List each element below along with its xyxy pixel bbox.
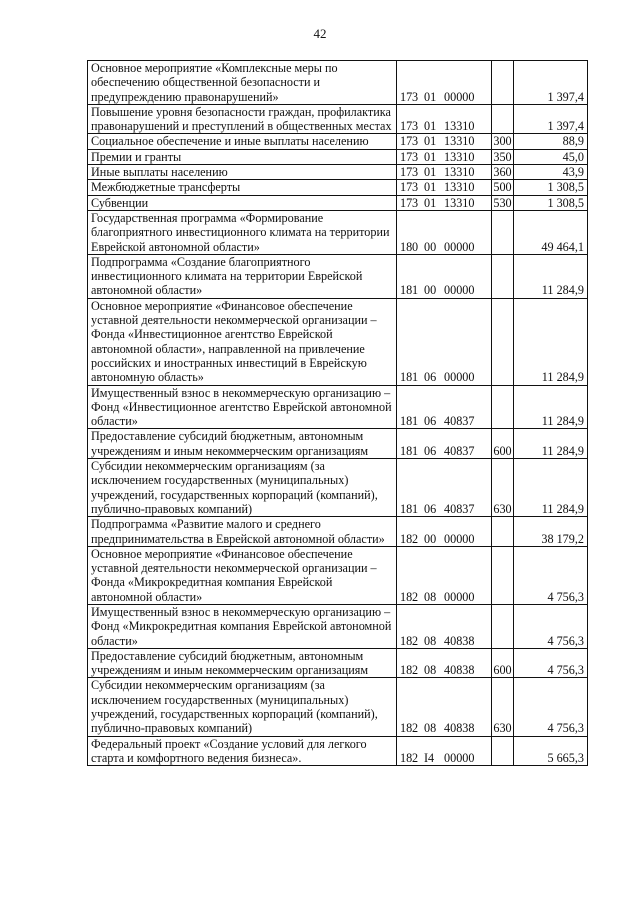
row-code-cell — [397, 459, 492, 517]
row-amount-cell: 4 756,3 — [514, 678, 588, 736]
code-segment: 18 — [400, 239, 413, 254]
row-expense-type-cell: 530 — [493, 195, 512, 210]
row-amount-cell: 11 284,9 — [514, 429, 588, 459]
row-code-cell — [397, 604, 492, 648]
budget-table — [87, 60, 588, 766]
code-segment: 00 — [424, 239, 437, 254]
table-row — [88, 149, 588, 164]
row-amount-cell: 11 284,9 — [514, 254, 588, 298]
row-amount-cell: 4 756,3 — [514, 604, 588, 648]
row-name-cell: Повышение уровня безопасности граждан, профилактика правонарушений и преступлений в общественных местах — [88, 104, 397, 134]
code-segment: 1 — [412, 370, 419, 385]
code-segment: 13310 — [444, 180, 475, 195]
row-expense-type-cell — [492, 546, 514, 604]
row-amount-cell: 1 397,4 — [514, 61, 588, 105]
code-segment: 40837 — [444, 501, 475, 516]
code-segment: 3 — [412, 119, 419, 134]
row-expense-type-cell — [492, 385, 514, 429]
row-name-cell: Социальное обеспечение и иные выплаты населению — [88, 134, 397, 149]
code-segment: 2 — [412, 531, 419, 546]
row-amount-cell: 1 308,5 — [514, 180, 588, 195]
code-segment: 00000 — [444, 531, 475, 546]
row-name-cell: Предоставление субсидий бюджетным, автономным учреждениям и иным некоммерческим организациям — [88, 648, 397, 678]
code-segment: 08 — [424, 721, 437, 736]
code-segment: 17 — [400, 165, 413, 180]
code-segment: 00000 — [444, 239, 475, 254]
row-code-cell — [397, 210, 492, 254]
row-name-cell: Основное мероприятие «Финансовое обеспечение уставной деятельности некоммерческой организации – Фонда «Микрокредитная компания Еврейской автономной области» — [88, 546, 397, 604]
row-code-cell — [397, 134, 492, 149]
row-code-cell — [397, 165, 492, 180]
table-row — [88, 298, 588, 385]
code-segment: 00000 — [444, 370, 475, 385]
code-segment: 01 — [424, 89, 437, 104]
code-segment: 2 — [412, 721, 419, 736]
table-row — [88, 385, 588, 429]
code-segment: 00000 — [444, 89, 475, 104]
code-segment: 17 — [400, 119, 413, 134]
row-amount-cell: 11 284,9 — [514, 459, 588, 517]
code-segment: 18 — [400, 750, 413, 765]
row-name-cell: Государственная программа «Формирование благоприятного инвестиционного климата на территории Еврейской автономной области» — [88, 210, 397, 254]
page-number: 42 — [313, 26, 327, 41]
code-segment: 06 — [424, 414, 437, 429]
row-expense-type-cell — [492, 298, 514, 385]
code-segment: 17 — [400, 180, 413, 195]
row-amount-cell: 49 464,1 — [514, 210, 588, 254]
row-name-cell: Субвенции — [88, 195, 397, 210]
row-code-cell — [397, 429, 492, 459]
code-segment: 06 — [424, 443, 437, 458]
row-name-cell: Федеральный проект «Создание условий для легкого старта и комфортного ведения бизнеса». — [88, 736, 397, 766]
row-amount-cell: 4 756,3 — [514, 546, 588, 604]
code-segment: 01 — [424, 149, 437, 164]
row-expense-type-cell — [492, 61, 514, 105]
code-segment: 13310 — [444, 149, 475, 164]
code-segment: I4 — [424, 750, 435, 765]
row-name-cell: Иные выплаты населению — [88, 165, 397, 180]
code-segment: 1 — [412, 414, 419, 429]
row-name-cell: Премии и гранты — [88, 149, 397, 164]
code-segment: 2 — [412, 663, 419, 678]
row-expense-type-cell: 600 — [492, 429, 514, 459]
code-segment: 01 — [424, 134, 437, 149]
table-row — [88, 736, 588, 766]
code-segment: 17 — [400, 89, 413, 104]
code-segment: 18 — [400, 721, 413, 736]
table-row — [88, 61, 588, 105]
row-code-cell — [397, 195, 492, 210]
row-name-cell: Имущественный взнос в некоммерческую организацию – Фонд «Инвестиционное агентство Еврейской автономной области» — [88, 385, 397, 429]
code-segment: 13310 — [444, 119, 475, 134]
row-code-cell — [397, 298, 492, 385]
code-segment: 18 — [400, 531, 413, 546]
row-amount-cell: 43,9 — [514, 165, 588, 180]
code-segment: 18 — [400, 663, 413, 678]
row-expense-type-cell: 350 — [493, 149, 512, 164]
row-code-cell — [397, 517, 492, 547]
code-segment: 40837 — [444, 414, 475, 429]
row-expense-type-cell — [492, 210, 514, 254]
code-segment: 0 — [412, 239, 419, 254]
code-segment: 08 — [424, 589, 437, 604]
table-row — [88, 429, 588, 459]
code-segment: 3 — [412, 149, 419, 164]
row-code-cell — [397, 546, 492, 604]
row-expense-type-cell: 630 — [492, 459, 514, 517]
code-segment: 00 — [424, 283, 437, 298]
code-segment: 06 — [424, 370, 437, 385]
table-row — [88, 195, 588, 210]
code-segment: 01 — [424, 195, 437, 210]
row-code-cell — [397, 385, 492, 429]
code-segment: 1 — [412, 443, 419, 458]
code-segment: 2 — [412, 589, 419, 604]
code-segment: 40838 — [444, 721, 475, 736]
code-segment: 08 — [424, 663, 437, 678]
row-code-cell — [397, 104, 492, 134]
row-name-cell: Субсидии некоммерческим организациям (за исключением государственных (муниципальных) учреждений, государственных корпораций (компаний), публично-правовых компаний) — [88, 678, 397, 736]
code-segment: 18 — [400, 501, 413, 516]
row-expense-type-cell — [492, 736, 514, 766]
table-row — [88, 459, 588, 517]
row-amount-cell: 11 284,9 — [514, 385, 588, 429]
row-expense-type-cell: 500 — [493, 180, 512, 195]
code-segment: 13310 — [444, 134, 475, 149]
row-name-cell: Основное мероприятие «Финансовое обеспечение уставной деятельности некоммерческой организации – Фонда «Инвестиционное агентство Еврейской автономной области», направленной на привлечение российских и иностранных инвестиций в Еврейскую автономную область» — [88, 298, 397, 385]
row-expense-type-cell — [492, 254, 514, 298]
code-segment: 18 — [400, 633, 413, 648]
code-segment: 01 — [424, 119, 437, 134]
table-row — [88, 104, 588, 134]
row-amount-cell: 1 397,4 — [514, 104, 588, 134]
code-segment: 08 — [424, 633, 437, 648]
row-expense-type-cell: 630 — [492, 678, 514, 736]
row-code-cell — [397, 678, 492, 736]
code-segment: 18 — [400, 283, 413, 298]
code-segment: 3 — [412, 89, 419, 104]
row-code-cell — [397, 736, 492, 766]
code-segment: 3 — [412, 134, 419, 149]
code-segment: 3 — [412, 165, 419, 180]
row-name-cell: Предоставление субсидий бюджетным, автономным учреждениям и иным некоммерческим организациям — [88, 429, 397, 459]
code-segment: 13310 — [444, 165, 475, 180]
table-row — [88, 165, 588, 180]
code-segment: 2 — [412, 750, 419, 765]
row-name-cell: Подпрограмма «Развитие малого и среднего предпринимательства в Еврейской автономной области» — [88, 517, 397, 547]
row-amount-cell: 5 665,3 — [514, 736, 588, 766]
code-segment: 00000 — [444, 589, 475, 604]
table-row — [88, 210, 588, 254]
row-code-cell — [397, 180, 492, 195]
code-segment: 01 — [424, 165, 437, 180]
row-amount-cell: 45,0 — [514, 149, 588, 164]
row-expense-type-cell: 600 — [492, 648, 514, 678]
table-row — [88, 604, 588, 648]
row-amount-cell: 4 756,3 — [514, 648, 588, 678]
code-segment: 18 — [400, 443, 413, 458]
row-expense-type-cell — [492, 517, 514, 547]
row-code-cell — [397, 149, 492, 164]
code-segment: 00000 — [444, 750, 475, 765]
code-segment: 3 — [412, 180, 419, 195]
budget-table-body — [88, 61, 588, 766]
row-code-cell — [397, 648, 492, 678]
code-segment: 00000 — [444, 283, 475, 298]
code-segment: 2 — [412, 633, 419, 648]
code-segment: 1 — [412, 501, 419, 516]
code-segment: 40837 — [444, 443, 475, 458]
code-segment: 40838 — [444, 663, 475, 678]
row-expense-type-cell: 360 — [493, 165, 512, 180]
row-code-cell — [397, 61, 492, 105]
code-segment: 17 — [400, 195, 413, 210]
row-name-cell: Имущественный взнос в некоммерческую организацию – Фонд «Микрокредитная компания Еврейской автономной области» — [88, 604, 397, 648]
table-row — [88, 517, 588, 547]
row-amount-cell: 11 284,9 — [514, 298, 588, 385]
row-expense-type-cell — [492, 604, 514, 648]
code-segment: 00 — [424, 531, 437, 546]
table-row — [88, 180, 588, 195]
code-segment: 40838 — [444, 633, 475, 648]
row-name-cell: Межбюджетные трансферты — [88, 180, 397, 195]
row-expense-type-cell — [492, 104, 514, 134]
code-segment: 18 — [400, 589, 413, 604]
code-segment: 3 — [412, 195, 419, 210]
table-row — [88, 648, 588, 678]
table-row — [88, 254, 588, 298]
code-segment: 1 — [412, 283, 419, 298]
row-name-cell: Субсидии некоммерческим организациям (за исключением государственных (муниципальных) учреждений, государственных корпораций (компаний), публично-правовых компаний) — [88, 459, 397, 517]
row-amount-cell: 1 308,5 — [514, 195, 588, 210]
code-segment: 01 — [424, 180, 437, 195]
row-amount-cell: 88,9 — [514, 134, 588, 149]
row-name-cell: Подпрограмма «Создание благоприятного инвестиционного климата на территории Еврейской автономной области» — [88, 254, 397, 298]
table-row — [88, 678, 588, 736]
row-expense-type-cell: 300 — [493, 134, 512, 149]
code-segment: 13310 — [444, 195, 475, 210]
code-segment: 18 — [400, 414, 413, 429]
code-segment: 06 — [424, 501, 437, 516]
code-segment: 17 — [400, 134, 413, 149]
table-row — [88, 546, 588, 604]
table-row — [88, 134, 588, 149]
row-code-cell — [397, 254, 492, 298]
row-name-cell: Основное мероприятие «Комплексные меры по обеспечению общественной безопасности и предупреждению правонарушений» — [88, 61, 397, 105]
row-amount-cell: 38 179,2 — [514, 517, 588, 547]
code-segment: 17 — [400, 149, 413, 164]
code-segment: 18 — [400, 370, 413, 385]
